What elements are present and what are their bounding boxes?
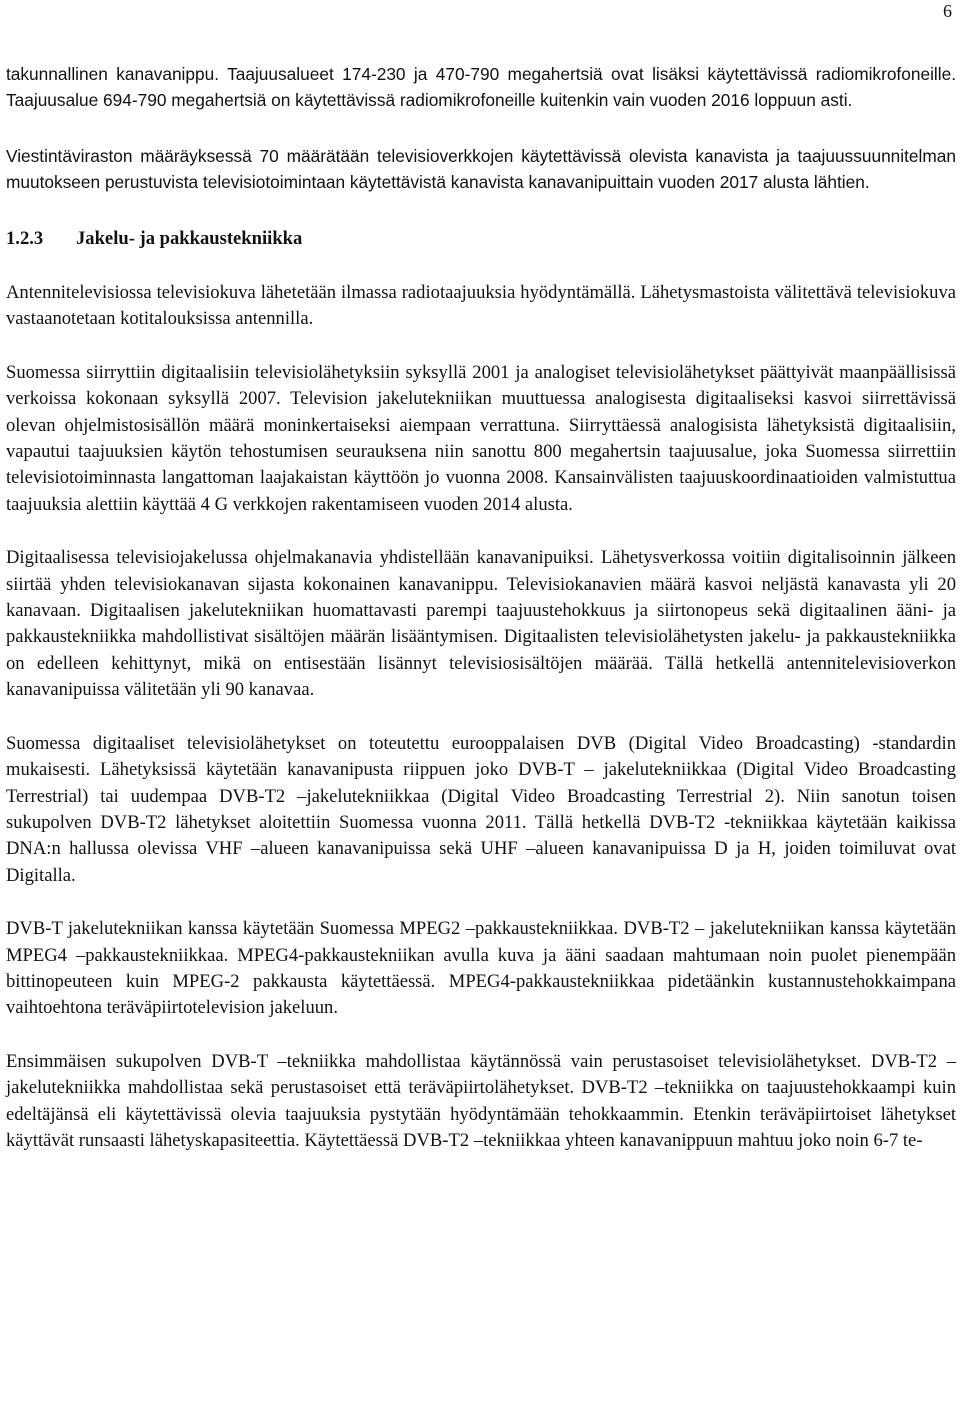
section-title: Jakelu- ja pakkaustekniikka bbox=[76, 228, 303, 249]
paragraph-dvb-t2-capacity: Ensimmäisen sukupolven DVB-T –tekniikka mahdollistaa käytännössä vain perustasoiset televisiolähetykset. DVB-T2 –jakelutekniikka mahdollistaa sekä perustasoiset että teräväpiirtolähetykset. DVB-T2 –tekniikka on taajuustehokkaampi kuin edeltäjänsä eli käytettävissä olevia taajuuksia pystytään hyödyntämään tehokkaammin. Etenkin teräväpiirtoiset lähetykset käyttävät runsaasti lähetyskapasiteettia. Käytettäessä DVB-T2 –tekniikkaa yhteen kanavanippuun mahtuu joko noin 6-7 te- bbox=[6, 1050, 956, 1151]
paragraph-regulation-70: Viestintäviraston määräyksessä 70 määrätään televisioverkkojen käytettävissä olevista kanavista ja taajuussuunnitelman muutokseen perustuvista televisiotoimintaan käytettävistä kanavista kanavanipuittain vuoden 2017 alusta lähtien. bbox=[6, 146, 956, 192]
paragraph-digital-transition: Suomessa siirryttiin digitaalisiin televisiolähetyksiin syksyllä 2001 ja analogiset televisiolähetykset päättyivät maanpäällisissä verkoissa kokonaan syksyllä 2007. Television jakelutekniikan muuttuessa analogisesta digitaaliseksi kasvoi siirrettävissä olevan ohjelmistosisällön määrä moninkertaiseksi aiempaan verrattuna. Siirryttäessä analogisista lähetyksistä digitaalisiin, vapautui taajuuksien käytön tehostumisen seurauksena niin sanottu 800 megahertsin taajuusalue, joka Suomessa siirrettiin televisiotoiminnasta langattoman laajakaistan käyttöön jo vuonna 2008. Kansainvälisten taajuuskoordinaatioiden valmistuttua taajuuksia alettiin käyttää 4 G verkkojen rakentamiseen vuoden 2014 alusta. bbox=[6, 361, 956, 515]
paragraph-frequency-bands: takunnallinen kanavanippu. Taajuusalueet 174-230 ja 470-790 megahertsiä ovat lisäksi käytettävissä radiomikrofoneille. Taajuusalue 694-790 megahertsiä on käytettävissä radiomikrofoneille kuitenkin vain vuoden 2016 loppuun asti. bbox=[6, 64, 956, 110]
section-heading bbox=[6, 226, 956, 252]
paragraph-antenna-tv: Antennitelevisiossa televisiokuva lähetetään ilmassa radiotaajuuksia hyödyntämällä. Lähetysmastoista välitettävä televisiokuva vastaanotetaan kotitalouksissa antennilla. bbox=[6, 282, 956, 330]
paragraph-channel-bundles: Digitaalisessa televisiojakelussa ohjelmakanavia yhdistellään kanavanipuiksi. Lähetysverkossa voitiin digitalisoinnin jälkeen siirtää yhden televisiokanavan sijasta kokonainen kanavanippu. Televisiokanavien määrä kasvoi neljästä kanavasta yli 20 kanavaan. Digitaalisen jakelutekniikan huomattavasti parempi taajuustehokkuus ja siirtonopeus sekä digitaalinen ääni- ja pakkaustekniikka mahdollistivat sisältöjen määrän lisääntymisen. Digitaalisten televisiolähetysten jakelu- ja pakkaustekniikka on edelleen kehittynyt, mikä on entisestään lisännyt televisiosisältöjen määrää. Tällä hetkellä antennitelevisioverkon kanavanipuissa välitetään yli 90 kanavaa. bbox=[6, 547, 956, 701]
page-number: 6 bbox=[943, 1, 952, 21]
paragraph-mpeg-compression: DVB-T jakelutekniikan kanssa käytetään Suomessa MPEG2 –pakkaustekniikkaa. DVB-T2 – jakelutekniikan kanssa käytetään MPEG4 –pakkaustekniikkaa. MPEG4-pakkaustekniikan avulla kuva ja ääni saadaan mahtumaan noin puolet pienempään bittinopeuteen kuin MPEG-2 pakkausta käytettäessä. MPEG4-pakkaustekniikkaa pidetäänkin kustannustehokkaimpana vaihtoehtona teräväpiirtotelevision jakeluun. bbox=[6, 918, 956, 1019]
document-body bbox=[6, 61, 956, 1154]
paragraph-dvb-standard: Suomessa digitaaliset televisiolähetykset on toteutettu eurooppalaisen DVB (Digital Video Broadcasting) -standardin mukaisesti. Lähetyksissä käytetään kanavanipusta riippuen joko DVB-T – jakelutekniikkaa (Digital Video Broadcasting Terrestrial) tai uudempaa DVB-T2 –jakelutekniikkaa (Digital Video Broadcasting Terrestrial 2). Niin sanotun toisen sukupolven DVB-T2 lähetykset aloitettiin Suomessa vuonna 2011. Tällä hetkellä DVB-T2 -tekniikkaa käytetään kaikissa DNA:n hallussa olevissa VHF –alueen kanavanipuissa sekä UHF –alueen kanavanipuissa D ja H, joiden toimiluvat ovat Digitalla. bbox=[6, 732, 956, 886]
section-number: 1.2.3 bbox=[6, 228, 44, 249]
